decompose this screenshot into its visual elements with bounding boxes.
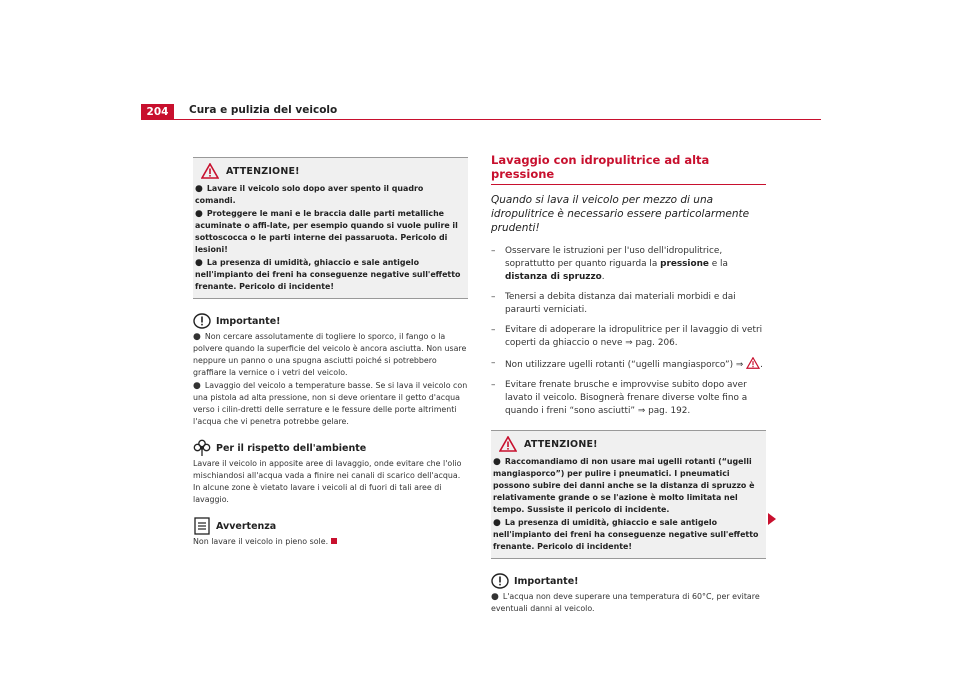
notice-text: Non lavare il veicolo in pieno sole. — [193, 536, 468, 548]
important-head-right — [491, 571, 766, 591]
step-item: – Evitare di adoperare la idropulitrice per il lavaggio di vetri coperti da ghiaccio o neve ⇒ pag. 206. — [491, 325, 763, 348]
exclamation-circle-icon — [193, 313, 211, 329]
warning-item: ● La presenza di umidità, ghiaccio e sale antigelo nell'impianto dei freni ha conseguenze negative sull'effetto frenante. Pericolo di incidente! — [493, 518, 759, 551]
step-item: – Tenersi a debita distanza dai materiali morbidi e dai paraurti verniciati. — [491, 292, 736, 315]
flower-icon — [193, 439, 211, 457]
warning-item: ● Lavare il veicolo solo dopo aver spento il quadro comandi. — [195, 184, 424, 205]
environment-head — [193, 438, 468, 458]
warning-box-right — [491, 430, 766, 559]
left-column — [193, 157, 468, 548]
notice-title: Avvertenza — [216, 520, 277, 532]
important-title: Importante! — [514, 575, 579, 587]
environment-text: Lavare il veicolo in apposite aree di lavaggio, onde evitare che l'olio mischiandosi all'acqua vada a finire nei canali di scarico dell'acqua. In alcune zone è vietato lavare i veicoli al di fuori di tali aree di lavaggio. — [193, 459, 462, 504]
section-title: Lavaggio con idropulitrice ad alta pressione — [491, 153, 766, 185]
warning-head — [493, 435, 764, 453]
step-item: – Osservare le istruzioni per l'uso dell'idropulitrice, soprattutto per quanto riguarda la pressione e la distanza di spruzzo. — [491, 246, 728, 282]
next-page-arrow-icon[interactable] — [768, 513, 776, 525]
warning-head — [195, 162, 466, 180]
warning-title: ATTENZIONE! — [226, 165, 300, 177]
note-icon — [194, 517, 210, 535]
step-item: – Non utilizzare ugelli rotanti (“ugelli mangiasporco”) ⇒ . — [491, 358, 763, 370]
warning-item: ● Raccomandiamo di non usare mai ugelli rotanti (“ugelli mangiasporco”) per pulire i pneumatici. I pneumatici possono subire dei danni anche se la distanza di spruzzo è relativamente grande o se l'azione è molto limitata nel tempo. Sussiste il pericolo di incidente. — [493, 457, 755, 514]
warning-triangle-icon — [201, 163, 219, 179]
page-number: 204 — [141, 104, 174, 119]
step-item: – Evitare frenate brusche e improvvise subito dopo aver lavato il veicolo. Bisognerà frenare diverse volte fino a quando i freni “sono asciutti” ⇒ pag. 192. — [491, 380, 748, 416]
warning-triangle-icon — [499, 436, 517, 452]
exclamation-circle-icon — [491, 573, 509, 589]
important-item: ● L'acqua non deve superare una temperatura di 60°C, per evitare eventuali danni al veicolo. — [491, 592, 760, 613]
section-intro: Quando si lava il veicolo per mezzo di una idropulitrice è necessario essere particolarmente prudenti! — [491, 194, 750, 234]
important-head-left — [193, 311, 468, 331]
right-column — [491, 153, 766, 616]
warning-item: ● Proteggere le mani e le braccia dalle parti metalliche acuminate o affi-late, per esempio quando si vuole pulire il sottoscocca o le parti interne dei passaruota. Pericolo di lesioni! — [195, 209, 458, 254]
header-rule — [141, 119, 821, 120]
important-title: Importante! — [216, 315, 281, 327]
warning-item: ● La presenza di umidità, ghiaccio e sale antigelo nell'impianto dei freni ha conseguenze negative sull'effetto frenante. Pericolo di incidente! — [195, 258, 461, 291]
important-item: ● Lavaggio del veicolo a temperature basse. Se si lava il veicolo con una pistola ad alta pressione, non si deve orientare il getto d'acqua verso i cilin-dretti delle serrature e le fessure delle porte altrimenti l'acqua che vi penetra potrebbe gelare. — [193, 381, 468, 426]
important-item: ● Non cercare assolutamente di togliere lo sporco, il fango o la polvere quando la superficie del veicolo è ancora asciutta. Non usare neppure un panno o una spugna asciutti poiché si potrebbero graffiare la vernice o i vetri del veicolo. — [193, 332, 467, 377]
warning-triangle-icon — [746, 357, 760, 369]
warning-box-left — [193, 157, 468, 299]
end-of-section-mark — [331, 538, 337, 544]
notice-head — [193, 516, 468, 536]
environment-title: Per il rispetto dell'ambiente — [216, 442, 367, 454]
warning-title: ATTENZIONE! — [524, 438, 598, 450]
header-title: Cura e pulizia del veicolo — [189, 104, 338, 116]
